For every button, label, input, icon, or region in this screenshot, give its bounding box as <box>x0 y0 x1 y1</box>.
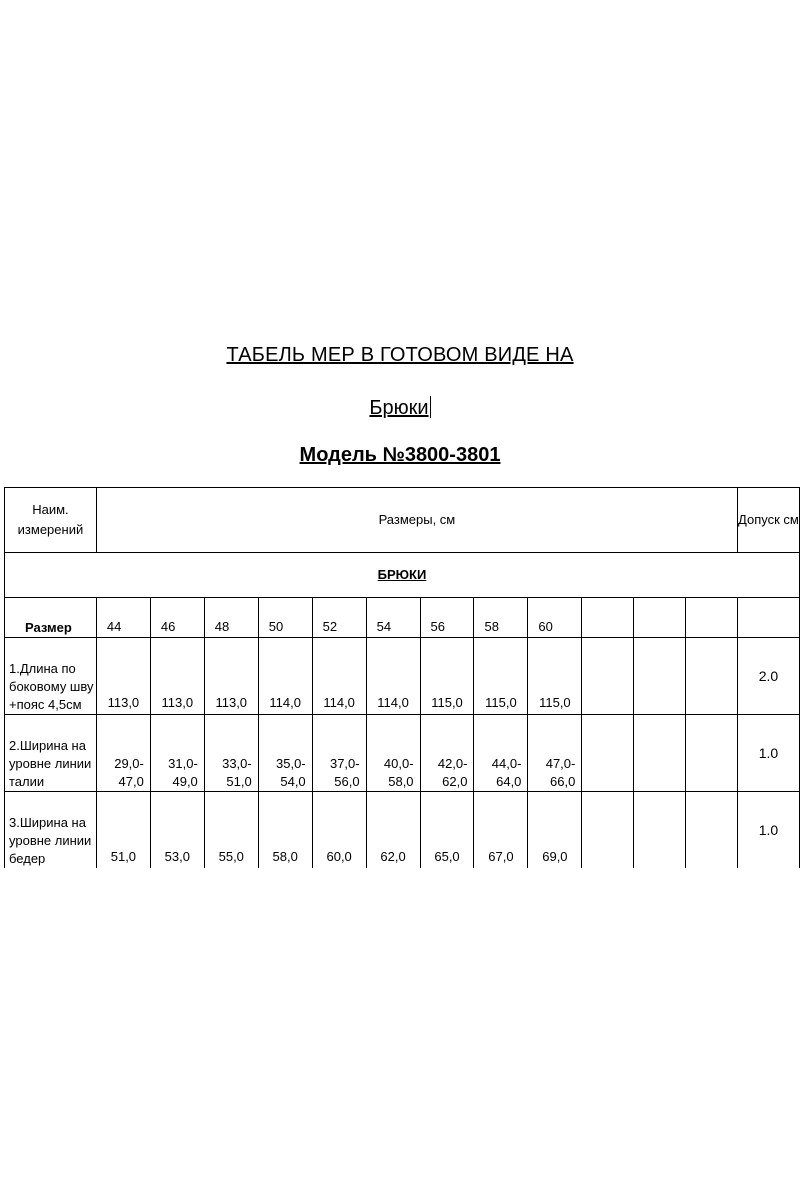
value-cell: 33,0-51,0 <box>204 715 258 792</box>
value-cell: 115,0 <box>528 638 582 715</box>
value-cell: 55,0 <box>204 792 258 869</box>
value-cell: 113,0 <box>204 638 258 715</box>
value-cell: 31,0-49,0 <box>150 715 204 792</box>
value-cell: 114,0 <box>312 638 366 715</box>
value-cell: 115,0 <box>420 638 474 715</box>
table-row-side-length <box>5 638 800 715</box>
text-cursor <box>430 396 431 418</box>
measurement-label: 3.Ширина на уровне линии бедер <box>5 792 97 869</box>
value-cell: 44,0-64,0 <box>474 715 528 792</box>
size-cell: 50 <box>258 598 312 638</box>
size-cell: 46 <box>150 598 204 638</box>
value-cell: 37,0-56,0 <box>312 715 366 792</box>
measurement-label: 2.Ширина на уровне линии талии <box>5 715 97 792</box>
value-cell: 40,0-58,0 <box>366 715 420 792</box>
value-cell: 35,0-54,0 <box>258 715 312 792</box>
empty-cell <box>634 598 686 638</box>
size-cell: 54 <box>366 598 420 638</box>
value-cell: 114,0 <box>258 638 312 715</box>
value-cell: 42,0-62,0 <box>420 715 474 792</box>
value-cell: 67,0 <box>474 792 528 869</box>
value-cell: 65,0 <box>420 792 474 869</box>
size-cell: 56 <box>420 598 474 638</box>
tolerance-cell: 2.0 <box>737 638 799 715</box>
measurement-table <box>4 487 800 868</box>
product-name <box>0 396 800 420</box>
value-cell: 114,0 <box>366 638 420 715</box>
value-cell: 47,0-66,0 <box>528 715 582 792</box>
size-cell: 44 <box>96 598 150 638</box>
size-cell: 52 <box>312 598 366 638</box>
size-row-label: Размер <box>5 598 97 638</box>
product-name-text: Брюки <box>369 397 429 419</box>
header-measurement-name: Наим. измерений <box>5 488 97 553</box>
value-cell: 60,0 <box>312 792 366 869</box>
empty-cell <box>582 638 634 715</box>
header-sizes: Размеры, см <box>96 488 737 553</box>
header-tolerance: Допуск см <box>737 488 799 553</box>
empty-cell <box>737 598 799 638</box>
tolerance-cell: 1.0 <box>737 715 799 792</box>
table-row-waist-width <box>5 715 800 792</box>
empty-cell <box>686 792 738 869</box>
value-cell: 53,0 <box>150 792 204 869</box>
value-cell: 62,0 <box>366 792 420 869</box>
value-cell: 69,0 <box>528 792 582 869</box>
table-header-row <box>5 488 800 553</box>
model-number: Модель №3800-3801 <box>299 444 501 466</box>
empty-cell <box>582 792 634 869</box>
empty-cell <box>686 598 738 638</box>
empty-cell <box>634 792 686 869</box>
size-cell: 58 <box>474 598 528 638</box>
value-cell: 113,0 <box>96 638 150 715</box>
empty-cell <box>686 638 738 715</box>
value-cell: 51,0 <box>96 792 150 869</box>
empty-cell <box>634 715 686 792</box>
value-cell: 113,0 <box>150 638 204 715</box>
size-row <box>5 598 800 638</box>
empty-cell <box>582 598 634 638</box>
value-cell: 29,0-47,0 <box>96 715 150 792</box>
empty-cell <box>634 638 686 715</box>
document-title: ТАБЕЛЬ МЕР В ГОТОВОМ ВИДЕ НА <box>226 344 574 366</box>
measurement-label: 1.Длина по боковому шву +пояс 4,5см <box>5 638 97 715</box>
empty-cell <box>686 715 738 792</box>
section-title: БРЮКИ <box>5 553 800 598</box>
tolerance-cell: 1.0 <box>737 792 799 869</box>
value-cell: 115,0 <box>474 638 528 715</box>
table-row-hip-width <box>5 792 800 869</box>
section-row <box>5 553 800 598</box>
empty-cell <box>582 715 634 792</box>
size-cell: 48 <box>204 598 258 638</box>
size-cell: 60 <box>528 598 582 638</box>
value-cell: 58,0 <box>258 792 312 869</box>
